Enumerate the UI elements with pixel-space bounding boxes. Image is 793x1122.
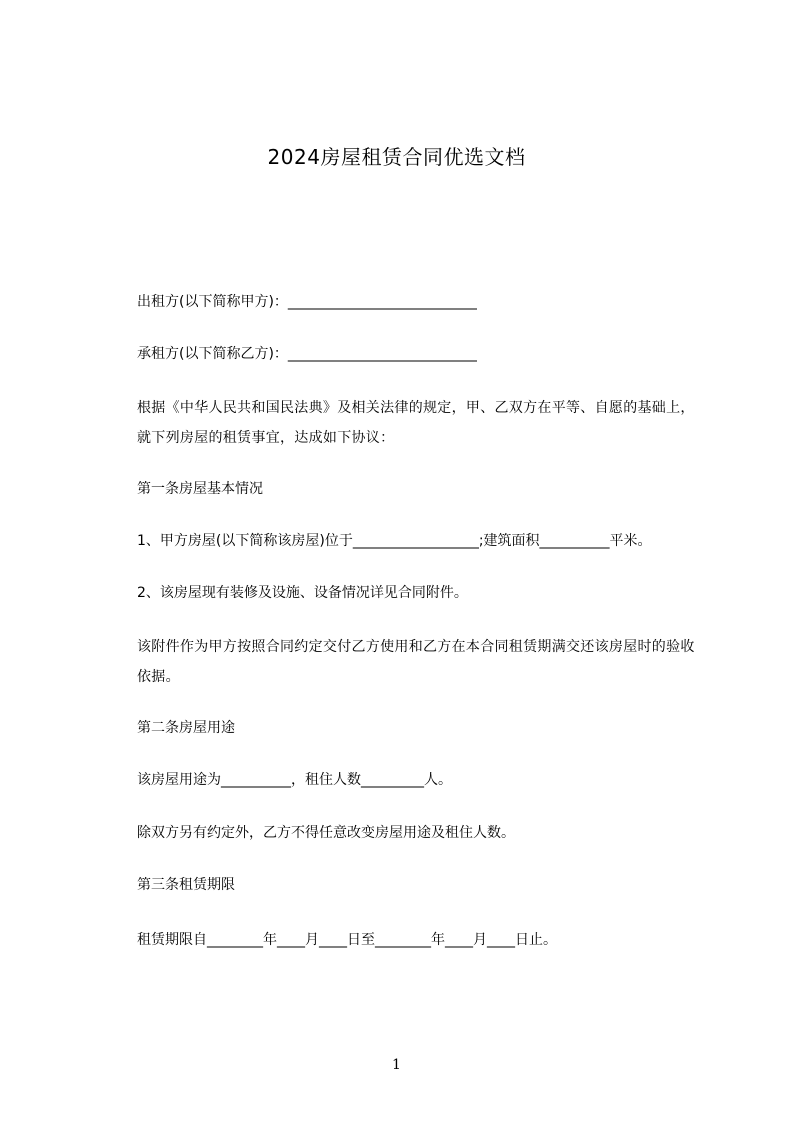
lessor-line: 出租方(以下简称甲方)：___________________________ bbox=[137, 294, 477, 310]
article2-restriction: 除双方另有约定外，乙方不得任意改变房屋用途及租住人数。 bbox=[137, 825, 515, 841]
article2-use-line: 该房屋用途为__________，租住人数_________人。 bbox=[137, 772, 452, 788]
article3-term-line: 租赁期限自________年____月____日至________年____月____日止。 bbox=[137, 932, 557, 948]
lessee-line: 承租方(以下简称乙方)：___________________________ bbox=[137, 346, 477, 362]
article3-heading: 第三条租赁期限 bbox=[137, 877, 235, 893]
page-number: 1 bbox=[392, 1057, 401, 1073]
document-title: 2024房屋租赁合同优选文档 bbox=[267, 145, 526, 169]
annex-paragraph: 该附件作为甲方按照合同约定交付乙方使用和乙方在本合同租赁期满交还该房屋时的验收依据。 bbox=[137, 639, 695, 685]
intro-paragraph: 根据《中华人民共和国民法典》及相关法律的规定，甲、乙双方在平等、自愿的基础上，就下列房屋的租赁事宜，达成如下协议： bbox=[137, 400, 695, 446]
article1-heading: 第一条房屋基本情况 bbox=[137, 481, 263, 497]
article1-item2: 2、该房屋现有装修及设施、设备情况详见合同附件。 bbox=[137, 585, 468, 601]
article2-heading: 第二条房屋用途 bbox=[137, 720, 235, 736]
article1-item1: 1、甲方房屋(以下简称该房屋)位于__________________;建筑面积__________平米。 bbox=[137, 533, 652, 549]
